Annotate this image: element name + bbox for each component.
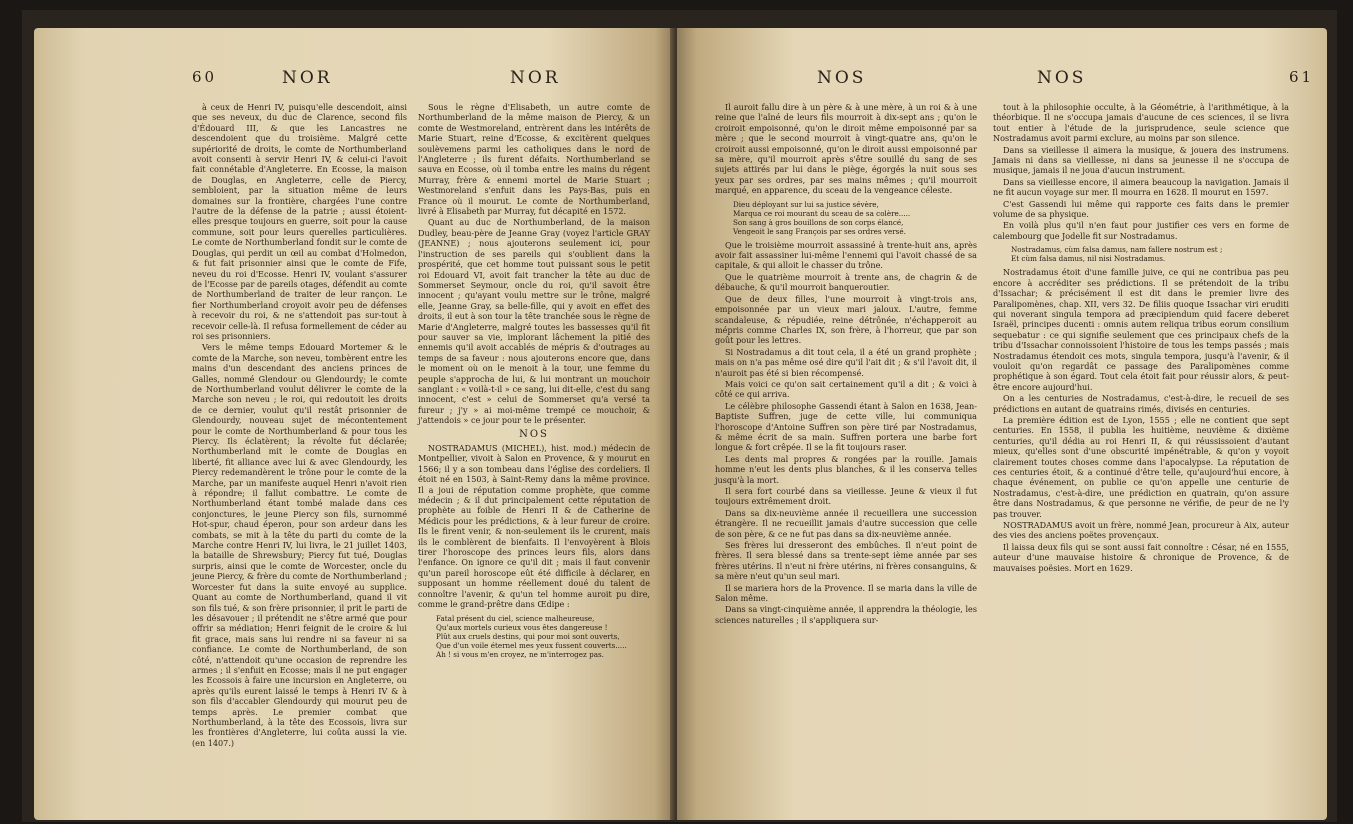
verse-line: Que d'un voile éternel mes yeux fussent couverts..... xyxy=(436,640,627,650)
verse-line: Nostradamus, cùm falsa damus, nam fallere nostrum est ; xyxy=(1011,245,1223,255)
running-head-left-1: NOR xyxy=(282,68,333,88)
verse-block xyxy=(733,200,977,236)
paragraph: tout à la philosophie occulte, à la Géométrie, à l'arithmétique, à la théorbique. Il ne s'occupa jamais d'aucune de ces sciences, il se livra tout entier à l'étude de la jurisprudence, seule science que Nostradamus avoit parmi exclure, au moins par son silence. xyxy=(993,102,1289,144)
paragraph: Le célèbre philosophe Gassendi étant à Salon en 1638, Jean-Baptiste Suffren, juge de cette ville, lui communiqua l'horoscope d'Antoine Suffren son père tiré par Nostradamus, & même écrit de sa main. Suffren portera une barbe fort longue & fort crêpée. Il se la fit toujours raser. xyxy=(715,400,977,453)
paragraph: à ceux de Henri IV, puisqu'elle descendoit, ainsi que ses neveux, du duc de Clarence, second fils d'Édouard III, & que les Lancastres ne descendoient que du troisième. Malgré cette supériorité de droits, le comte de Northumberland avoit consenti à servir Henri IV, & celui-ci l'avoit fait connétable d'Angleterre. En Ecosse, la maison de Douglas, en Angleterre, celle de Piercy, sembloient, par la situation même de leurs domaines sur la frontière, chargées l'une contre l'autre de la défense de la patrie ; aussi étoient-elles presque toujours en guerre, soit pour la cause commune, soit pour leurs querelles particulières. Le comte de Northumberland fondit sur le comte de Douglas, qui perdit un œil au combat d'Holmedon, & fut fait prisonnier ainsi que le comte de Fife, neveu du roi d'Ecosse. Henri IV, voulant s'assurer de l'Ecosse par de pareils otages, défendit au comte de Northumberland de traiter de leur rançon. Le fier Northumberland croyoit avoir peu de défenses à recevoir du roi, & ne s'attendoit pas sur-tout à recevoir celle-là. Il refusa formellement de céder au roi ses prisonniers. xyxy=(192,102,407,341)
verse-line: Fatal présent du ciel, science malheureuse, xyxy=(436,613,595,623)
paragraph: Mais voici ce qu'on sait certainement qu'il a dit ; & voici à côté ce qui arriva. xyxy=(715,378,977,400)
right-page xyxy=(677,28,1327,820)
paragraph: NOSTRADAMUS avoit un frère, nommé Jean, procureur à Aix, auteur des vies des anciens poëtes provençaux. xyxy=(993,520,1290,541)
paragraph: Il sera fort courbé dans sa vieillesse. Jeune & vieux il fut toujours extrêmement droit. xyxy=(715,486,977,507)
paragraph: C'est Gassendi lui même qui rapporte ces faits dans le premier volume de sa physique. xyxy=(993,198,1289,220)
running-head-right-1: NOS xyxy=(817,68,867,88)
right-column-1 xyxy=(715,102,977,626)
right-column-2 xyxy=(993,102,1289,574)
verse-line: Et cùm falsa damus, nil nisi Nostradamus. xyxy=(1011,254,1166,264)
paragraph: Nostradamus étoit d'une famille juive, ce qui ne contribua pas peu encore à accréditer ses prédictions. Il se prétendoit de la tribu d'Issachar; & précisément il est dit dans le premier livre des Paralipomènes, chap. XII, vers 32. De filiis quoque Issachar viri eruditi qui noverant singula tempora ad præcipiendum quid facere deberet Israël, principes ducenti : omnis autem reliqua tribus eorum consilium sequebatur : ce qui signifie seulement que ces principaux chefs de la tribu d'Issachar connoissoient l'histoire de tous les temps passés ; mais Nostradamus étendoit ces mots, singula tempora, jusqu'à l'avenir, & il vouloit qu'on regardât ce passage des Paralipomènes comme prophétique à son égard. Tout cela étoit fait pour réussir alors, & peut-être encore aujourd'hui. xyxy=(993,267,1289,392)
right-page-header xyxy=(677,68,1327,98)
paragraph: En voilà plus qu'il n'en faut pour justifier ces vers en forme de calembourg que Jodelle fit sur Nostradamus. xyxy=(993,220,1289,241)
verse-line: Vengeoit le sang François par ses ordres versé. xyxy=(733,226,906,236)
paragraph: Que le quatrième mourroit à trente ans, de chagrin & de débauche, & qu'il mourroit banqueroutier. xyxy=(715,271,977,293)
paragraph: Dans sa dix-neuvième année il recueillera une succession étrangère. Il ne recueillit jamais d'autre succession que celle de son père, & ce ne fut pas dans sa dix-neuvième année. xyxy=(715,507,977,539)
paragraph: Ses frères lui dresseront des embûches. Il n'eut point de frères. Il sera blessé dans sa trente-sept ième année par ses frères utérins. Il n'eut ni frère utérins, ni frères consanguins, & sa mère n'eut qu'un seul mari. xyxy=(715,540,977,582)
paragraph: Si Nostradamus a dit tout cela, il a été un grand prophète ; mais on n'a pas même osé dire qu'il l'ait dit ; & s'il l'avoit dit, il n'auroit pas été si bien récompensé. xyxy=(715,346,977,378)
page-number-right: 61 xyxy=(1289,68,1315,86)
paragraph: Dans sa vieillesse il aimera la musique, & jouera des instrumens. Jamais ni dans sa vieillesse, ni dans sa jeunesse il ne s'occupa de musique, jamais il ne joua d'aucun instrument. xyxy=(993,144,1289,176)
paragraph: Dans sa vingt-cinquième année, il apprendra la théologie, les sciences naturelles ; il s'appliquera sur- xyxy=(715,604,977,625)
paragraph: Quant au duc de Northumberland, de la maison Dudley, beau-père de Jeanne Gray (voyez l'article GRAY (JEANNE) ; nous ajouterons seulement ici, pour l'instruction de ses pareils qui s'oublient dans la prospérité, que cet homme tout puissant sous le petit roi Edouard VI, avoit fait trancher la tête au duc de Sommerset Seymour, oncle du roi, qu'il savoit être innocent ; qu'ayant voulu mettre sur le trône, malgré elle, Jeanne Gray, sa belle-fille, qui y avoit en effet des droits, il eut à son tour la tête tranchée sous le règne de Marie d'Angleterre, malgré toutes les bassesses qu'il fit pour sauver sa vie, implorant lâchement la pitié des ennemis qu'il avoit accablés de mépris & d'outrages au temps de sa faveur : nous ajouterons encore que, dans le moment où on le menoit à la tour, une femme du peuple s'approcha de lui, & lui montrant un mouchoir sanglant : « voilà-t-il » ce sang, lui dit-elle, c'est du sang innocent, c'est » celui de Sommerset qu'a versé ta fureur ; j'y » ai moi-même trempé ce mouchoir, & j'attendois » ce jour pour te le présenter. xyxy=(418,217,650,426)
verse-line: Dieu déployant sur lui sa justice sévère, xyxy=(733,199,879,209)
verse-line: Marqua ce roi mourant du sceau de sa colère..... xyxy=(733,208,911,218)
section-heading: NOS xyxy=(519,428,549,440)
page-number-left: 60 xyxy=(192,68,218,86)
verse-line: Plût aux cruels destins, qui pour moi sont ouverts, xyxy=(436,631,620,641)
verse-line: Son sang à gros bouillons de son corps élancé, xyxy=(733,217,904,227)
paragraph: Il se mariera hors de la Provence. Il se maria dans la ville de Salon même. xyxy=(715,582,977,604)
verse-line: Ah ! si vous m'en croyez, ne m'interrogez pas. xyxy=(436,649,604,659)
left-page-header xyxy=(34,68,674,98)
paragraph: On a les centuries de Nostradamus, c'est-à-dire, le recueil de ses prédictions en autant de quatrains rimés, divisés en centuries. xyxy=(993,393,1289,414)
paragraph: Vers le même temps Edouard Mortemer & le comte de la Marche, son neveu, tombèrent entre les mains d'un descendant des anciens princes de Galles, nommé Glendour ou Glendourdy; le comte de Northumberland voulut délivrer le comte de la Marche son neveu ; le roi, qui redoutoit les droits de ce dernier, voulut qu'il restât prisonnier de Glendourdy, nouveau sujet de mécontentement pour le comte de Northumberland & pour tous les Piercy. Ils éclatèrent; la révolte fut déclarée; Northumberland mit le comte de Douglas en liberté, fit alliance avec lui & avec Glendourdy, les Piercy redemandèrent le trône pour le comte de la Marche, par un manifeste auquel Henri n'avoit rien à répondre; il fallut combattre. Le comte de Northumberland étant tombé malade dans ces conjonctures, le jeune Piercy son fils, surnommé Hot-spur, chaud éperon, pour son ardeur dans les combats, se mit à la tête du parti du comte de la Marche contre Henri IV, lui livra, le 21 juillet 1403, la bataille de Shrewsbury; Piercy fut tué, Douglas surpris, ainsi que le comte de Worcester, oncle du jeune Piercy, & frère du comte de Northumberland ; Worcester fut dans la suite envoyé au supplice. Quant au comte de Northumberland, quand il vit son fils tué, & son frère prisonnier, il prit le parti de les désavouer ; il prétendit ne s'être armé que pour offrir sa médiation; Henri feignit de le croire & lui fit grace, mais sans lui rendre ni sa faveur ni sa confiance. Le comte de Northumberland, de son côté, n'attendoit qu'une occasion de reprendre les armes ; il s'enfuit en Ecosse; mais il ne put engager les Ecossois à faire une incursion en Angleterre, ou après qu'ils eurent laissé le temps à Henri IV & à son fils d'accabler Glendourdy qui mourut peu de temps après. Le premier combat que Northumberland, à la tête des Ecossois, livra sur les frontières d'Angleterre, lui coûta aussi la vie. (en 1407.) xyxy=(192,342,407,748)
left-page xyxy=(34,28,674,820)
running-head-right-2: NOS xyxy=(1037,68,1087,88)
paragraph: Il auroit fallu dire à un père & à une mère, à un roi & à une reine que l'aîné de leurs fils mourroit à dix-sept ans ; qu'on le croiroit empoisonné, qu'on le diroit même empoisonné par sa mère ; que le second mourroit à vingt-quatre ans, qu'on le croiroit aussi empoisonné, qu'on le diroit aussi empoisonné par sa mère, qu'il mourroit après s'être souillé du sang de ses sujets attirés par lui dans le piège, égorgés la nuit sous ses yeux par ses ordres, par ses mains mêmes ; qu'il mourroit marqué, en apparence, du sceau de la vengeance céleste. xyxy=(715,102,977,196)
paragraph: Sous le règne d'Elisabeth, un autre comte de Northumberland de la même maison de Piercy, & un comte de Westmoreland, entrèrent dans les intérêts de Marie Stuart, reine d'Ecosse, & excitèrent quelques soulèvemens parmi les catholiques dans le nord de l'Angleterre ; ils furent défaits. Northumberland se sauva en Ecosse, où il tomba entre les mains du régent Murray, frère & ennemi mortel de Marie Stuart ; Westmoreland s'enfuit dans les Pays-Bas, puis en France où il mourut. Le comte de Northumberland, livré à Elisabeth par Murray, fut décapité en 1572. xyxy=(418,102,650,217)
running-head-left-2: NOR xyxy=(510,68,561,88)
book-spread xyxy=(22,10,1337,822)
left-column-1 xyxy=(192,102,407,749)
verse-line: Qu'aux mortels curieux vous êtes dangereuse ! xyxy=(436,622,608,632)
paragraph: Que de deux filles, l'une mourroit à vingt-trois ans, empoisonnée par un vieux mari jaloux. L'autre, femme scandaleuse, & répudiée, reine détrônée, n'échapperoit au mépris comme Charles IX, son frère, à l'horreur, que par son goût pour les lettres. xyxy=(715,293,977,346)
verse-block xyxy=(436,614,650,659)
paragraph: Les dents mal propres & rongées par la rouille. Jamais homme n'eut les dents plus blanches, & il les conserva telles jusqu'à la mort. xyxy=(715,453,977,485)
paragraph: La première édition est de Lyon, 1555 ; elle ne contient que sept centuries. En 1558, il publia les huitième, neuvième & dixième centuries, qu'il dédia au roi Henri II, & qui réussissoient d'autant mieux, qu'elles sont d'une obscurité impénétrable, & qu'on y voyoit clairement toutes choses comme dans l'apocalypse. La réputation de ces centuries étoit, & a continué d'être telle, qu'aujourd'hui encore, à chaque événement, on publie ce qu'on appelle une centurie de Nostradamus, c'est-à-dire, une prédiction en quatrain, qu'on assure être dans Nostradamus, & que personne ne vérifie, de peur de ne l'y pas trouver. xyxy=(993,414,1289,519)
paragraph: Que le troisième mourroit assassiné à trente-huit ans, après avoir fait assassiner lui-même l'ennemi qui l'avoit chassé de sa capitale, & qui alloit le chasser du trône. xyxy=(715,239,977,271)
left-column-2 xyxy=(418,102,650,663)
verse-block xyxy=(1011,245,1289,263)
paragraph: NOSTRADAMUS (MICHEL), hist. mod.) médecin de Montpellier, vivoit à Salon en Provence, & y mourut en 1566; il y a son tombeau dans l'église des cordeliers. Il étoit né en 1503, à Saint-Remy dans la même province. Il a joui de réputation comme prophète, que comme médecin ; & il dut principalement cette réputation de prophète au foible de Henri II & de Catherine de Médicis pour les prédictions, & à leur fureur de croire. Ils le firent venir, & non-seulement ils le crurent, mais ils le comblèrent de bienfaits. Il l'envoyèrent à Blois tirer l'horoscope des princes leurs fils, alors dans l'enfance. On ignore ce qu'il dit ; mais il faut convenir qu'un pareil horoscope eût été difficile à déclarer, en supposant un homme réellement doué du talent de connoître l'avenir, & qu'un tel homme auroit pu dire, comme le grand-prêtre dans Œdipe : xyxy=(418,443,650,610)
paragraph: Il laissa deux fils qui se sont aussi fait connoître : César, né en 1555, auteur d'une mauvaise histoire & chronique de Provence, & de mauvaises poësies. Mort en 1629. xyxy=(993,541,1289,573)
paragraph: Dans sa vieillesse encore, il aimera beaucoup la navigation. Jamais il ne fit aucun voyage sur mer. Il mourra en 1628. Il mourut en 1597. xyxy=(993,176,1289,198)
